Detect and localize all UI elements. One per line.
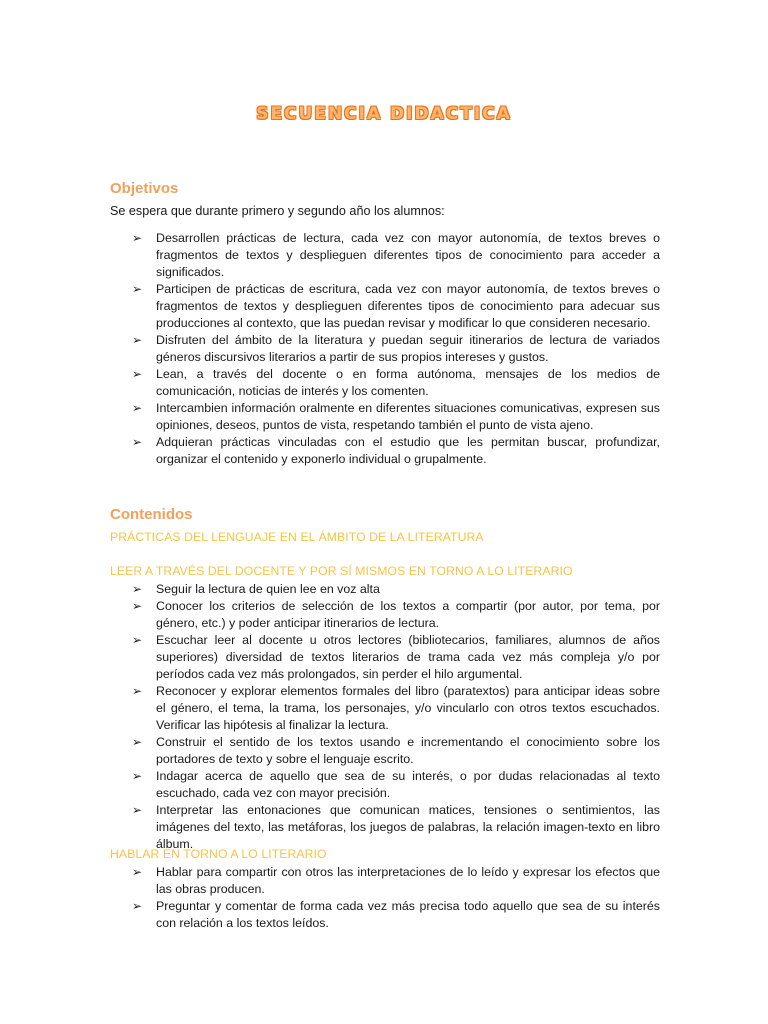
list-item: ➢ Indagar acerca de aquello que sea de su interés, o por dudas relacionadas al texto escuchado, cada vez con mayor precisión. <box>132 769 660 800</box>
list-item: ➢ Preguntar y comentar de forma cada vez más precisa todo aquello que sea de su interés con relación a los textos leídos. <box>132 899 660 930</box>
objetivos-list <box>132 230 660 468</box>
arrow-bullet-icon: ➢ <box>132 769 143 783</box>
list-item: ➢ Lean, a través del docente o en forma autónoma, mensajes de los medios de comunicación, noticias de interés y los comenten. <box>132 367 660 398</box>
list-item: ➢ Participen de prácticas de escritura, cada vez con mayor autonomía, de textos breves o fragmentos de textos y desplieguen diferentes tipos de conocimiento para adecuar sus producciones al contexto, que las puedan revisar y modificar lo que consideren necesario. <box>132 282 660 330</box>
objetivos-intro: Se espera que durante primero y segundo año los alumnos: <box>110 204 445 218</box>
arrow-bullet-icon: ➢ <box>132 735 143 749</box>
list-item: ➢ Desarrollen prácticas de lectura, cada vez con mayor autonomía, de textos breves o fragmentos de textos y desplieguen diferentes tipos de conocimiento para acceder a significados. <box>132 231 660 279</box>
arrow-bullet-icon: ➢ <box>132 899 143 913</box>
list-item: ➢ Reconocer y explorar elementos formales del libro (paratextos) para anticipar ideas sobre el género, el tema, la trama, los personajes, y/o vincularlo con otros textos escuchados. Verificar las hipótesis al finalizar la lectura. <box>132 684 660 732</box>
arrow-bullet-icon: ➢ <box>132 803 143 817</box>
arrow-bullet-icon: ➢ <box>132 231 143 245</box>
arrow-bullet-icon: ➢ <box>132 599 143 613</box>
arrow-bullet-icon: ➢ <box>132 333 143 347</box>
list-item: ➢ Adquieran prácticas vinculadas con el estudio que les permitan buscar, profundizar, organizar el contenido y exponerlo individual o grupalmente. <box>132 435 660 466</box>
arrow-bullet-icon: ➢ <box>132 633 143 647</box>
arrow-bullet-icon: ➢ <box>132 684 143 698</box>
page-title: SECUENCIA DIDACTICA <box>256 104 512 124</box>
leer-list <box>132 581 660 853</box>
subheading-leer: LEER A TRAVÉS DEL DOCENTE Y POR SÍ MISMOS EN TORNO A LO LITERARIO <box>110 564 573 578</box>
objetivos-heading: Objetivos <box>110 180 179 197</box>
list-item: ➢ Seguir la lectura de quien lee en voz alta <box>132 582 380 596</box>
list-item: ➢ Hablar para compartir con otros las interpretaciones de lo leído y expresar los efectos que las obras producen. <box>132 865 660 896</box>
list-item: ➢ Intercambien información oralmente en diferentes situaciones comunicativas, expresen sus opiniones, deseos, puntos de vista, respetando también el punto de vista ajeno. <box>132 401 660 432</box>
list-item: ➢ Conocer los criterios de selección de los textos a compartir (por autor, por tema, por género, etc.) y poder anticipar itinerarios de lectura. <box>132 599 660 630</box>
arrow-bullet-icon: ➢ <box>132 282 143 296</box>
subheading-hablar: HABLAR EN TORNO A LO LITERARIO <box>110 847 327 861</box>
subheading-practicas: PRÁCTICAS DEL LENGUAJE EN EL ÁMBITO DE LA LITERATURA <box>110 530 484 544</box>
list-item: ➢ Construir el sentido de los textos usando e incrementando el conocimiento sobre los portadores de texto y sobre el lenguaje escrito. <box>132 735 660 766</box>
list-item: ➢ Disfruten del ámbito de la literatura y puedan seguir itinerarios de lectura de variados géneros discursivos literarios a partir de sus propios intereses y gustos. <box>132 333 660 364</box>
arrow-bullet-icon: ➢ <box>132 582 143 596</box>
list-item: ➢ Escuchar leer al docente u otros lectores (bibliotecarios, familiares, alumnos de años superiores) diversidad de textos literarios de trama cada vez más compleja y/o por períodos cada vez más prolongados, sin perder el hilo argumental. <box>132 633 660 681</box>
contenidos-heading: Contenidos <box>110 506 193 523</box>
list-item: ➢ Interpretar las entonaciones que comunican matices, tensiones o sentimientos, las imágenes del texto, las metáforas, los juegos de palabras, la relación imagen-texto en libro álbum. <box>132 803 660 851</box>
arrow-bullet-icon: ➢ <box>132 865 143 879</box>
arrow-bullet-icon: ➢ <box>132 401 143 415</box>
arrow-bullet-icon: ➢ <box>132 435 143 449</box>
arrow-bullet-icon: ➢ <box>132 367 143 381</box>
hablar-list <box>132 864 660 932</box>
